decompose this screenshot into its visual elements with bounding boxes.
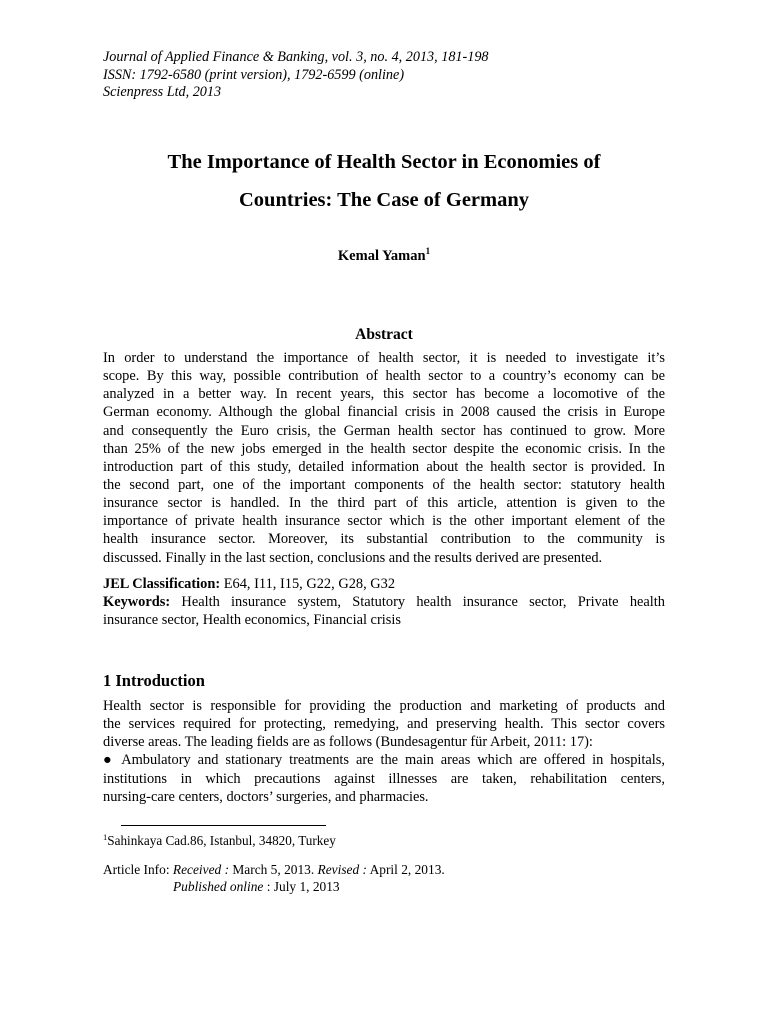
keywords-label: Keywords: <box>103 594 171 611</box>
abstract-body <box>103 349 665 567</box>
classification-block <box>103 575 665 629</box>
jel-label: JEL Classification: <box>103 576 221 592</box>
keywords-line <box>103 593 665 611</box>
abstract-line: insurance sector is handled. In the third part of this article, attention is given to the <box>103 495 665 512</box>
abstract-line: introduction part of this study, detailed information about the health sector is provided. In <box>103 458 665 475</box>
article-info-line-2 <box>103 879 445 896</box>
intro-line: institutions in which precautions against illnesses are taken, rehabilitation centers, <box>103 770 665 787</box>
issn-line: ISSN: 1792-6580 (print version), 1792-6599 (online) <box>103 66 405 83</box>
footnote <box>103 833 336 849</box>
introduction-heading: 1 Introduction <box>103 671 205 690</box>
footnote-text: Sahinkaya Cad.86, Istanbul, 34820, Turkey <box>107 833 336 848</box>
intro-line: diverse areas. The leading fields are as follows (Bundesagentur für Arbeit, 2011: 17): <box>103 734 593 751</box>
footnote-mark: 1 <box>103 832 108 842</box>
abstract-line: In order to understand the importance of health sector, it is needed to investigate it’s <box>103 350 665 366</box>
intro-line: the services required for protecting, remedying, and preserving health. This sector covers <box>103 716 665 733</box>
intro-line: nursing-care centers, doctors’ surgeries, and pharmacies. <box>103 788 429 805</box>
abstract-line: health insurance sector. Moreover, its substantial contribution to the community is <box>103 531 665 548</box>
abstract-line: the second part, one of the important components of the health sector: statutory health <box>103 476 665 493</box>
received-date: March 5, 2013. <box>229 862 318 877</box>
journal-citation: Journal of Applied Finance & Banking, vol. 3, no. 4, 2013, 181-198 <box>103 49 489 65</box>
title-line-2: Countries: The Case of Germany <box>238 189 529 211</box>
abstract-line: analyzed in a better way. In recent years, this sector has become a locomotive of the <box>103 386 665 403</box>
abstract-line: and consequently the Euro crisis, the German health sector has continued to grow. More <box>103 422 665 439</box>
publisher-line: Scienpress Ltd, 2013 <box>103 84 222 100</box>
article-info-label: Article Info: <box>103 862 173 877</box>
article-info-line-1 <box>103 862 445 879</box>
introduction-body <box>103 697 665 806</box>
abstract-line: scope. By this way, possible contribution of health sector to a country’s economy can be <box>103 368 665 385</box>
abstract-line: discussed. Finally in the last section, conclusions and the results derived are presented. <box>103 549 603 566</box>
title-line-1: The Importance of Health Sector in Economies of <box>167 151 601 173</box>
revised-label: Revised : <box>317 862 367 877</box>
footnote-divider <box>121 825 326 826</box>
jel-codes: E64, I11, I15, G22, G28, G32 <box>220 576 396 592</box>
revised-date: April 2, 2013. <box>367 862 445 877</box>
author-name: Kemal Yaman <box>337 248 426 264</box>
abstract-line: than 25% of the new jobs emerged in the health sector despite the economic crisis. In the <box>103 440 665 457</box>
intro-line: Health sector is responsible for providing the production and marketing of products and <box>103 698 665 714</box>
abstract-line: German economy. Although the global financial crisis in 2008 caused the crisis in Europe <box>103 404 665 421</box>
paper-title <box>60 143 708 219</box>
keywords-text-1: Health insurance system, Statutory health insurance sector, Private health <box>170 594 665 611</box>
abstract-line: importance of private health insurance sector which is the other important element of the <box>103 513 665 530</box>
author-line <box>0 248 768 265</box>
jel-line <box>103 575 665 593</box>
published-label: Published online <box>173 878 264 894</box>
abstract-heading: Abstract <box>355 326 413 343</box>
published-date: : July 1, 2013 <box>263 878 340 894</box>
intro-line: ● Ambulatory and stationary treatments are the main areas which are offered in hospitals, <box>103 752 665 769</box>
journal-header <box>103 49 489 102</box>
received-label: Received : <box>172 862 230 877</box>
article-info <box>103 862 445 895</box>
author-footnote-mark: 1 <box>425 246 431 256</box>
keywords-text-2: insurance sector, Health economics, Financial crisis <box>103 612 401 629</box>
